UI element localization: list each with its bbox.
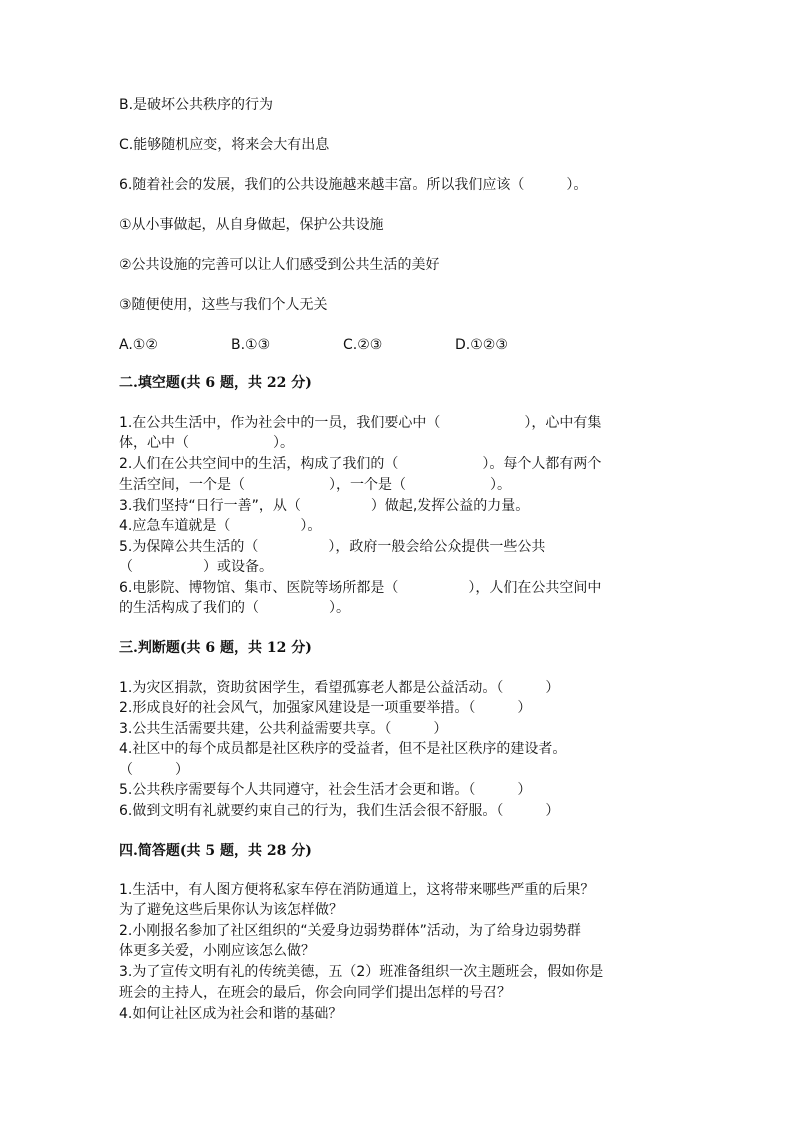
judgment-line: 5.公共秩序需要每个人共同遵守，社会生活才会更和谐。（ ） [119,782,532,798]
short-answer-line: 3.为了宣传文明有礼的传统美德，五（2）班准备组织一次主题班会，假如你是 [119,964,604,980]
short-answer-line: 2.小刚报名参加了社区组织的“关爱身边弱势群体”活动，为了给身边弱势群 [119,923,581,939]
section-short-answer-title: 四.简答题(共 5 题，共 28 分) [119,843,312,859]
fill-line: 5.为保障公共生活的（ ），政府一般会给公众提供一些公共 [119,539,546,555]
judgment-line: 4.社区中的每个成员都是社区秩序的受益者，但不是社区秩序的建设者。 [119,741,567,757]
fill-line: 3.我们坚持“日行一善”，从（ ）做起,发挥公益的力量。 [119,498,530,514]
q6-stem: 6.随着社会的发展，我们的公共设施越来越丰富。所以我们应该（ ）。 [119,177,588,193]
q5-option-b: B.是破坏公共秩序的行为 [119,97,274,113]
fill-line: 6.电影院、博物馆、集市、医院等场所都是（ ），人们在公共空间中 [119,580,602,596]
short-answer-line: 体更多关爱，小刚应该怎么做？ [119,943,315,959]
fill-line: （ ）或设备。 [119,559,273,575]
q5-option-c: C.能够随机应变，将来会大有出息 [119,137,330,153]
section-judgment-title: 三.判断题(共 6 题，共 12 分) [119,640,312,656]
q6-choice-b: B.①③ [231,337,271,353]
judgment-line: 3.公共生活需要共建，公共利益需要共享。（ ） [119,721,448,737]
q6-choice-c: C.②③ [343,337,383,353]
short-answer-line: 班会的主持人，在班会的最后，你会向同学们提出怎样的号召？ [119,985,511,1001]
section-fill-blank-title: 二.填空题(共 6 题，共 22 分) [119,375,312,391]
fill-line: 2.人们在公共空间中的生活，构成了我们的（ ）。每个人都有两个 [119,456,602,472]
judgment-line: 6.做到文明有礼就要约束自己的行为，我们生活会很不舒服。（ ） [119,803,560,819]
fill-line: 体，心中（ ）。 [119,435,294,451]
q6-choice-d: D.①②③ [455,337,508,353]
fill-line: 4.应急车道就是（ ）。 [119,518,322,534]
short-answer-line: 4.如何让社区成为社会和谐的基础？ [119,1006,343,1022]
short-answer-line: 1.生活中，有人图方便将私家车停在消防通道上，这将带来哪些严重的后果？ [119,882,595,898]
fill-line: 的生活构成了我们的（ ）。 [119,600,350,616]
q6-item-2: ②公共设施的完善可以让人们感受到公共生活的美好 [119,257,440,273]
q6-choice-a: A.①② [119,337,158,353]
fill-line: 生活空间，一个是（ ），一个是（ ）。 [119,477,511,493]
fill-line: 1.在公共生活中，作为社会中的一员，我们要心中（ ），心中有集 [119,415,602,431]
judgment-line: （ ） [119,762,189,778]
q6-item-3: ③随便使用，这些与我们个人无关 [119,297,328,313]
short-answer-line: 为了避免这些后果你认为该怎样做？ [119,902,343,918]
judgment-line: 2.形成良好的社会风气，加强家风建设是一项重要举措。（ ） [119,700,532,716]
judgment-line: 1.为灾区捐款，资助贫困学生，看望孤寡老人都是公益活动。（ ） [119,680,560,696]
q6-item-1: ①从小事做起，从自身做起，保护公共设施 [119,217,384,233]
